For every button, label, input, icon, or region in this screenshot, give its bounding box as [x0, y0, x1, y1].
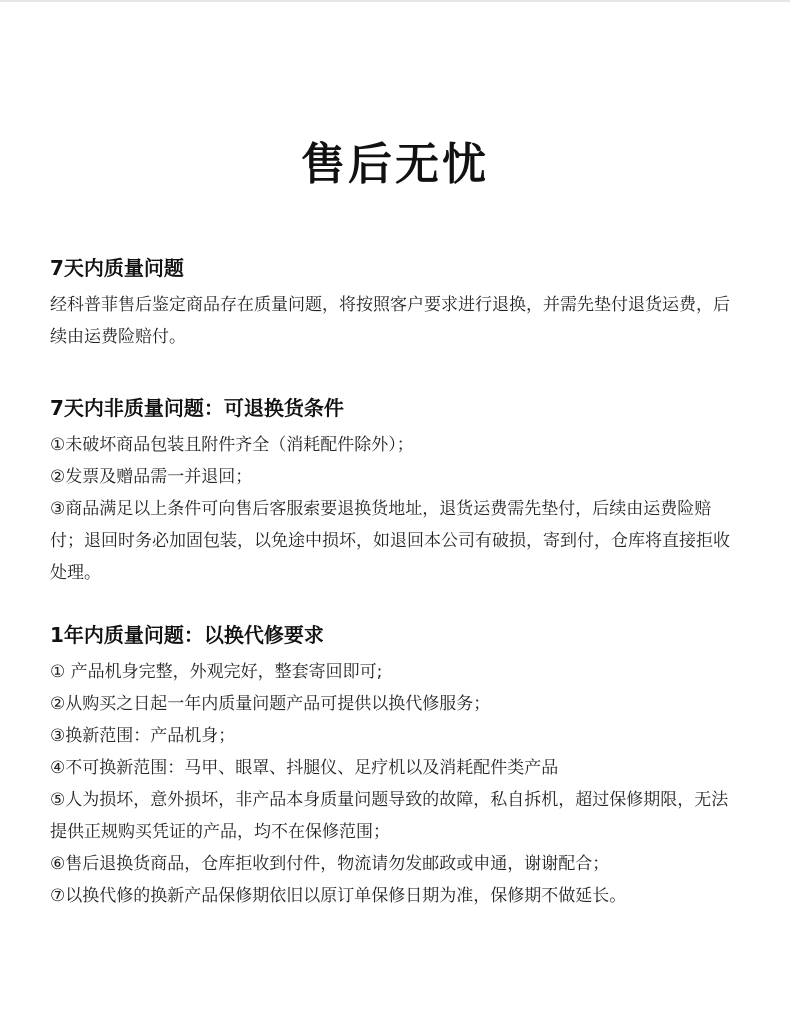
list-item: ① 产品机身完整，外观完好，整套寄回即可; — [50, 662, 383, 682]
list-item: ②从购买之日起一年内质量问题产品可提供以换代修服务； — [50, 694, 491, 714]
page-title: 售后无忧 — [301, 139, 489, 191]
section-7day-quality — [50, 253, 740, 353]
list-item: ①未破坏商品包装且附件齐全（消耗配件除外）； — [50, 435, 414, 455]
section-heading: 7天内非质量问题：可退换货条件 — [50, 396, 344, 420]
section-body — [50, 429, 740, 589]
list-item: ⑤人为损坏，意外损坏，非产品本身质量问题导致的故障，私自拆机，超过保修期限，无法提供正规购买凭证的产品，均不在保修范围； — [50, 790, 729, 842]
list-item: ⑥售后退换货商品，仓库拒收到付件，物流请勿发邮政或申通，谢谢配合； — [50, 854, 610, 874]
section-heading: 7天内质量问题 — [50, 256, 184, 280]
section-1year-quality — [50, 620, 740, 912]
top-divider — [0, 0, 790, 2]
paragraph: 经科普菲售后鉴定商品存在质量问题，将按照客户要求进行退换，并需先垫付退货运费，后续由运费险赔付。 — [50, 295, 730, 347]
list-item: ③商品满足以上条件可向售后客服索要退换货地址，退货运费需先垫付，后续由运费险赔付；退回时务必加固包装，以免途中损坏，如退回本公司有破损，寄到付，仓库将直接拒收处理。 — [50, 499, 730, 583]
list-item: ④不可换新范围：马甲、眼罩、抖腿仪、足疗机以及消耗配件类产品 — [50, 758, 559, 778]
list-item: ②发票及赠品需一并退回； — [50, 467, 253, 487]
section-7day-nonquality — [50, 393, 740, 589]
section-body — [50, 289, 740, 353]
section-body — [50, 656, 740, 912]
list-item: ③换新范围：产品机身； — [50, 726, 236, 746]
section-heading: 1年内质量问题：以换代修要求 — [50, 623, 324, 647]
list-item: ⑦以换代修的换新产品保修期依旧以原订单保修日期为准，保修期不做延长。 — [50, 886, 627, 906]
